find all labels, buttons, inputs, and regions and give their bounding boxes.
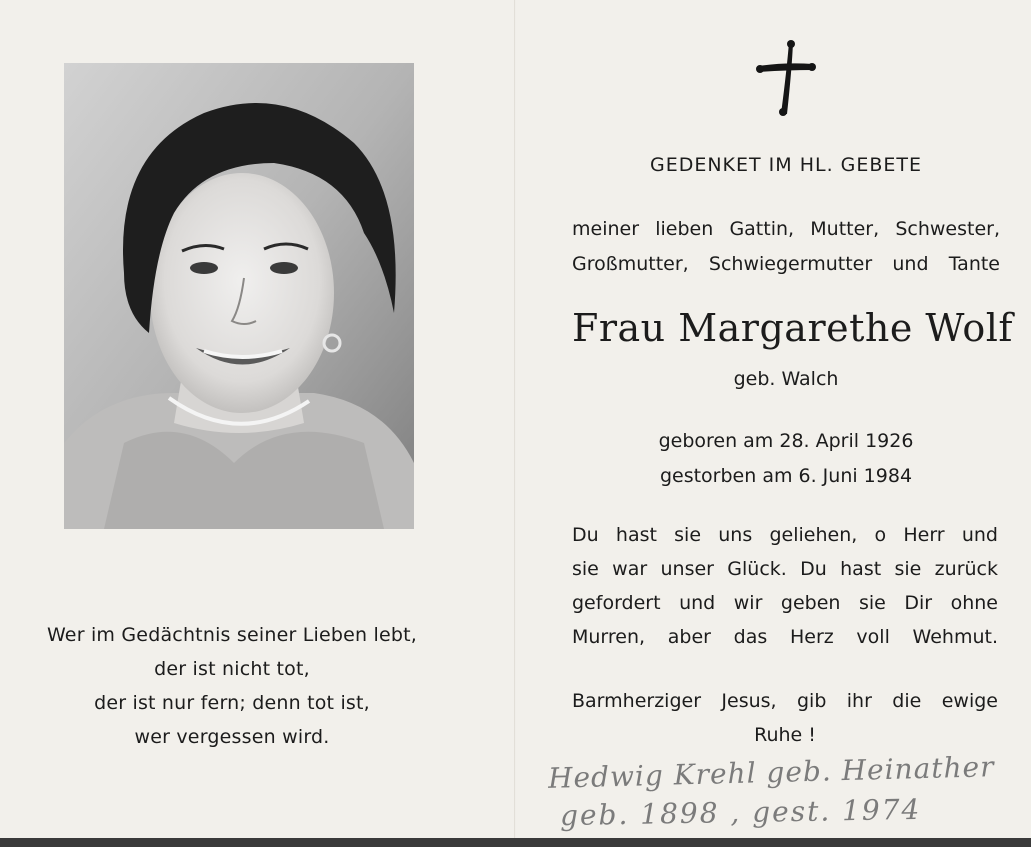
death-date: gestorben am 6. Juni 1984	[659, 465, 913, 487]
prayer	[572, 684, 998, 752]
memorial-verse	[14, 618, 450, 754]
cross-icon	[755, 38, 817, 118]
verse-line: der ist nur fern; denn tot ist,	[94, 692, 370, 714]
card-fold	[514, 0, 516, 847]
scan-edge	[0, 838, 1031, 847]
deceased-name: Frau Margarethe Wolf	[572, 306, 1013, 350]
intro-line: meiner lieben Gattin, Mutter, Schwester,	[572, 218, 1000, 240]
handwritten-note	[540, 752, 1010, 838]
maiden-name: geb. Walch	[733, 368, 839, 390]
intro-line: Großmutter, Schwiegermutter und Tante	[572, 253, 1000, 275]
verse-line: Wer im Gedächtnis seiner Lieben lebt,	[46, 624, 418, 646]
quote-line: sie war unser Glück. Du hast sie zurück	[572, 558, 998, 580]
prayer-line: Ruhe !	[754, 724, 816, 746]
portrait-photo	[64, 63, 414, 529]
quote-line: Murren, aber das Herz voll Wehmut.	[572, 626, 998, 648]
heading: GEDENKET IM HL. GEBETE	[649, 154, 923, 176]
prayer-line: Barmherziger Jesus, gib ihr die ewige	[572, 690, 998, 712]
intro-text	[572, 212, 1000, 282]
memorial-quote	[572, 518, 998, 654]
verse-line: wer vergessen wird.	[134, 726, 330, 748]
handwritten-line: Hedwig Krehl geb. Heinather	[547, 750, 995, 795]
handwritten-line: geb. 1898 , gest. 1974	[559, 792, 922, 833]
verse-line: der ist nicht tot,	[154, 658, 310, 680]
quote-line: Du hast sie uns geliehen, o Herr und	[572, 524, 998, 546]
birth-date: geboren am 28. April 1926	[658, 430, 914, 452]
quote-line: gefordert und wir geben sie Dir ohne	[572, 592, 998, 614]
life-dates	[572, 424, 1000, 494]
